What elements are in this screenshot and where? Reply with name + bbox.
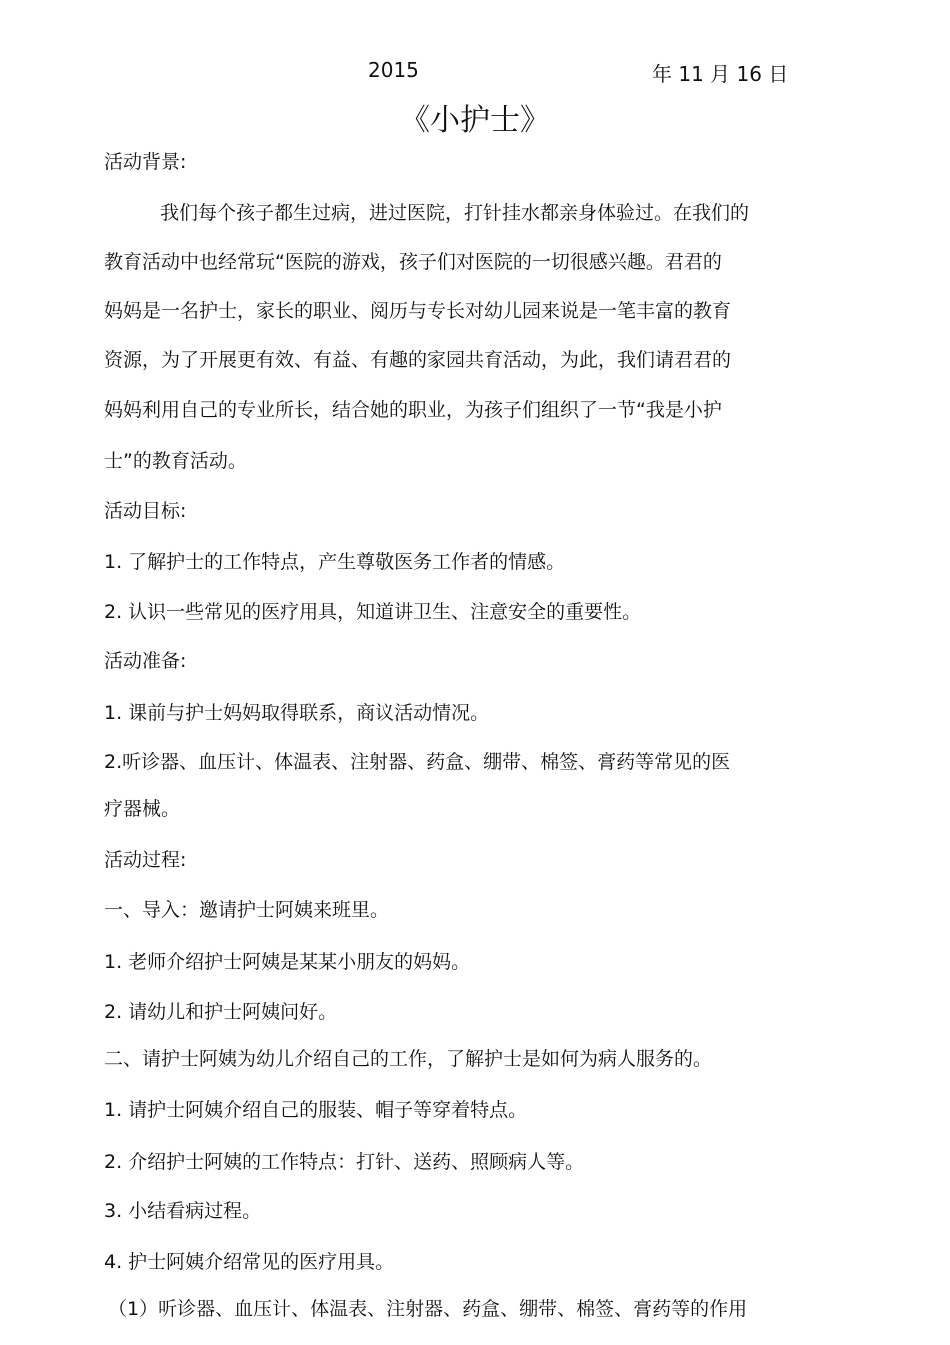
paragraph-line: 士”的教育活动。 — [104, 450, 247, 472]
list-item: 4. 护士阿姨介绍常见的医疗用具。 — [104, 1251, 395, 1273]
list-item: 2.听诊器、血压计、体温表、注射器、药盒、绷带、棉签、膏药等常见的医 — [104, 751, 731, 773]
paragraph-line: 妈妈是一名护士，家长的职业、阅历与专长对幼儿园来说是一笔丰富的教育 — [104, 300, 732, 322]
date-month-day: 年 11 月 16 日 — [652, 62, 789, 86]
list-item: 1. 老师介绍护士阿姨是某某小朋友的妈妈。 — [104, 951, 471, 973]
section-heading-background: 活动背景: — [104, 151, 187, 173]
date-year: 2015 — [368, 58, 419, 82]
list-item: 1. 了解护士的工作特点，产生尊敬医务工作者的情感。 — [104, 551, 566, 573]
paragraph-line: 教育活动中也经常玩“医院的游戏，孩子们对医院的一切很感兴趣。君君的 — [104, 251, 722, 273]
section-heading-process: 活动过程: — [104, 849, 187, 871]
paragraph-line: 妈妈利用自己的专业所长，结合她的职业，为孩子们组织了一节“我是小护 — [104, 399, 722, 421]
document-title: 《小护士》 — [400, 103, 550, 138]
paragraph-line: 资源，为了开展更有效、有益、有趣的家园共育活动，为此，我们请君君的 — [104, 349, 732, 371]
list-item: （1）听诊器、血压计、体温表、注射器、药盒、绷带、棉签、膏药等的作用 — [108, 1298, 748, 1320]
list-item: 3. 小结看病过程。 — [104, 1200, 262, 1222]
list-item: 二、请护士阿姨为幼儿介绍自己的工作，了解护士是如何为病人服务的。 — [104, 1048, 713, 1070]
list-item: 2. 请幼儿和护士阿姨问好。 — [104, 1001, 338, 1023]
list-item: 2. 认识一些常见的医疗用具，知道讲卫生、注意安全的重要性。 — [104, 601, 642, 623]
section-heading-goals: 活动目标: — [104, 500, 187, 522]
list-item: 1. 请护士阿姨介绍自己的服装、帽子等穿着特点。 — [104, 1099, 528, 1121]
list-item: 1. 课前与护士妈妈取得联系，商议活动情况。 — [104, 702, 490, 724]
section-heading-preparation: 活动准备: — [104, 650, 187, 672]
paragraph-line: 我们每个孩子都生过病，进过医院，打针挂水都亲身体验过。在我们的 — [160, 202, 750, 224]
list-item-continuation: 疗器械。 — [104, 798, 181, 820]
list-item: 一、导入：邀请护士阿姨来班里。 — [104, 899, 390, 921]
list-item: 2. 介绍护士阿姨的工作特点：打针、送药、照顾病人等。 — [104, 1151, 585, 1173]
